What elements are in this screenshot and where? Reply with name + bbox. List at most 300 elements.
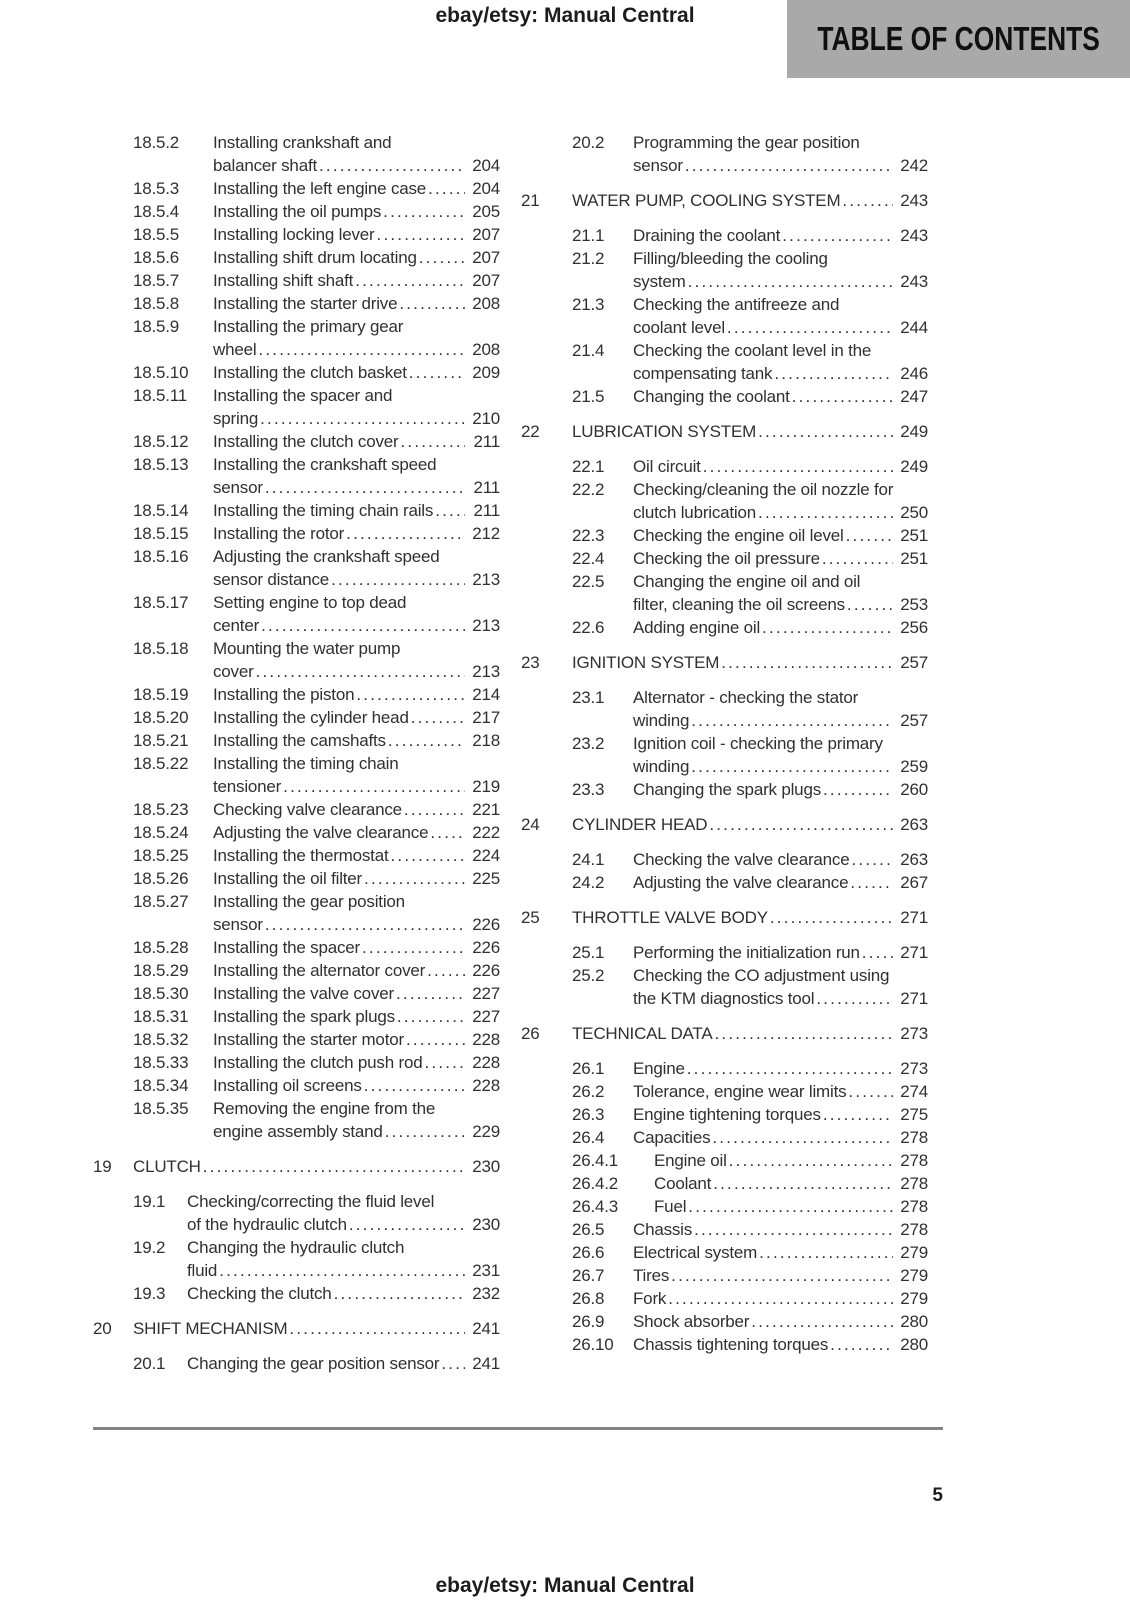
entry-body: [654, 1195, 928, 1218]
entry-body: [633, 455, 928, 478]
leader-dots: [400, 430, 465, 453]
entry-last-line: [572, 906, 928, 929]
toc-column-left: [93, 131, 500, 1375]
entry-page-number: 263: [900, 850, 928, 869]
toc-entry-18.5.32: [93, 1028, 500, 1051]
leader-dots: [830, 1333, 893, 1356]
entry-page-number: 204: [472, 156, 500, 175]
entry-last-line: [633, 1218, 928, 1241]
entry-body: [213, 706, 500, 729]
leader-dots: [256, 660, 465, 683]
entry-text: tensioner: [213, 777, 282, 796]
entry-number: 22.1: [572, 457, 605, 476]
entry-page-number: 257: [900, 653, 928, 672]
leader-dots: [671, 1264, 893, 1287]
entry-number: 20: [93, 1319, 112, 1338]
leader-dots: [729, 1149, 893, 1172]
leader-dots: [842, 189, 893, 212]
leader-dots: [219, 1259, 465, 1282]
entry-text: of the hydraulic clutch: [187, 1215, 347, 1234]
leader-dots: [399, 292, 465, 315]
entry-body: [633, 732, 928, 778]
entry-number: 26.9: [572, 1312, 605, 1331]
entry-body: [213, 1051, 500, 1074]
leader-dots: [758, 501, 893, 524]
entry-text: CYLINDER HEAD: [572, 815, 708, 834]
entry-text: Filling/bleeding the cooling: [633, 249, 828, 268]
entry-body: [572, 420, 928, 443]
entry-number: 18.5.35: [133, 1099, 189, 1118]
leader-dots: [377, 223, 465, 246]
toc-entry-18.5.33: [93, 1051, 500, 1074]
entry-last-line: [633, 709, 928, 732]
entry-number: 26.6: [572, 1243, 605, 1262]
leader-dots: [714, 1022, 893, 1045]
entry-text: filter, cleaning the oil screens: [633, 595, 845, 614]
entry-page-number: 217: [472, 708, 500, 727]
toc-entry-23: [521, 651, 928, 674]
entry-text: Checking valve clearance: [213, 800, 402, 819]
entry-number: 21.2: [572, 249, 605, 268]
entry-last-line: [654, 1172, 928, 1195]
entry-page-number: 211: [473, 478, 500, 497]
leader-dots: [404, 798, 465, 821]
entry-text: Checking the valve clearance: [633, 850, 850, 869]
entry-last-line: [633, 1333, 928, 1356]
entry-text: cover: [213, 662, 254, 681]
leader-dots: [258, 338, 465, 361]
entry-body: [633, 848, 928, 871]
entry-last-line: [187, 1282, 500, 1305]
entry-text: balancer shaft: [213, 156, 317, 175]
toc-entry-26.4.1: [521, 1149, 928, 1172]
leader-dots: [441, 1352, 465, 1375]
leader-dots: [424, 1051, 465, 1074]
entry-body: [633, 478, 928, 524]
entry-text: Mounting the water pump: [213, 639, 401, 658]
toc-entry-26.10: [521, 1333, 928, 1356]
entry-page-number: 263: [900, 815, 928, 834]
entry-number: 23: [521, 653, 540, 672]
entry-body: [213, 591, 500, 637]
leader-dots: [390, 844, 465, 867]
entry-body: [213, 545, 500, 591]
entry-last-line: [213, 522, 500, 545]
entry-last-line: [213, 246, 500, 269]
entry-text: Checking the antifreeze and: [633, 295, 840, 314]
entry-body: [213, 867, 500, 890]
footer-site-label: ebay/etsy: Manual Central: [435, 1574, 695, 1597]
leader-dots: [428, 177, 465, 200]
entry-number: 18.5.9: [133, 317, 180, 336]
entry-last-line: [633, 316, 928, 339]
entry-text: Installing the gear position: [213, 892, 405, 911]
entry-text: Installing the starter drive: [213, 294, 398, 313]
entry-text: fluid: [187, 1261, 218, 1280]
entry-body: [633, 1080, 928, 1103]
entry-text: winding: [633, 711, 690, 730]
toc-entry-18.5.10: [93, 361, 500, 384]
leader-dots: [762, 616, 893, 639]
entry-text: Draining the coolant: [633, 226, 781, 245]
entry-text: sensor: [213, 478, 263, 497]
entry-body: [654, 1149, 928, 1172]
toc-banner-title: TABLE OF CONTENTS: [817, 20, 1100, 57]
entry-number: 18.5.3: [133, 179, 180, 198]
entry-text: Tires: [633, 1266, 670, 1285]
entry-page-number: 273: [900, 1024, 928, 1043]
entry-number: 22.5: [572, 572, 605, 591]
entry-number: 18.5.28: [133, 938, 189, 957]
entry-body: [213, 890, 500, 936]
entry-body: [187, 1190, 500, 1236]
entry-text: LUBRICATION SYSTEM: [572, 422, 757, 441]
leader-dots: [782, 224, 893, 247]
entry-body: [633, 339, 928, 385]
toc-entry-21.5: [521, 385, 928, 408]
entry-page-number: 278: [900, 1174, 928, 1193]
entry-body: [654, 1172, 928, 1195]
entry-body: [633, 1310, 928, 1333]
entry-body: [213, 936, 500, 959]
toc-entry-26.4: [521, 1126, 928, 1149]
toc-entry-18.5.4: [93, 200, 500, 223]
leader-dots: [388, 729, 465, 752]
entry-text: Adding engine oil: [633, 618, 761, 637]
entry-number: 18.5.30: [133, 984, 189, 1003]
entry-body: [633, 1218, 928, 1241]
entry-body: [213, 982, 500, 1005]
entry-number: 18.5.25: [133, 846, 189, 865]
entry-page-number: 253: [900, 595, 928, 614]
toc-entry-25.2: [521, 964, 928, 1010]
entry-number: 18.5.21: [133, 731, 189, 750]
leader-dots: [816, 987, 893, 1010]
entry-number: 20.2: [572, 133, 605, 152]
entry-last-line: [213, 775, 500, 798]
entry-page-number: 214: [472, 685, 500, 704]
entry-text: Checking the engine oil level: [633, 526, 844, 545]
leader-dots: [685, 154, 893, 177]
entry-last-line: [213, 1028, 500, 1051]
entry-text: Installing the thermostat: [213, 846, 389, 865]
leader-dots: [383, 200, 465, 223]
entry-text: Engine oil: [654, 1151, 727, 1170]
leader-dots: [847, 593, 893, 616]
leader-dots: [397, 1005, 465, 1028]
entry-page-number: 243: [900, 191, 928, 210]
entry-number: 18.5.18: [133, 639, 189, 658]
toc-entry-23.3: [521, 778, 928, 801]
toc-entry-26: [521, 1022, 928, 1045]
entry-last-line: [633, 455, 928, 478]
entry-text: Installing the spark plugs: [213, 1007, 395, 1026]
entry-number: 18.5.13: [133, 455, 189, 474]
entry-page-number: 280: [900, 1312, 928, 1331]
footer-page-number: 5: [932, 1485, 943, 1506]
toc-entry-26.9: [521, 1310, 928, 1333]
entry-last-line: [654, 1149, 928, 1172]
entry-last-line: [213, 269, 500, 292]
entry-text: Adjusting the crankshaft speed: [213, 547, 440, 566]
toc-entry-18.5.8: [93, 292, 500, 315]
toc-entry-22.2: [521, 478, 928, 524]
entry-last-line: [572, 1022, 928, 1045]
entry-page-number: 274: [900, 1082, 928, 1101]
toc-entry-21.4: [521, 339, 928, 385]
entry-text: Checking the CO adjustment using: [633, 966, 890, 985]
toc-entry-18.5.29: [93, 959, 500, 982]
entry-text: sensor distance: [213, 570, 330, 589]
toc-entry-18.5.5: [93, 223, 500, 246]
entry-text: TECHNICAL DATA: [572, 1024, 713, 1043]
toc-entry-18.5.24: [93, 821, 500, 844]
toc-entry-22.1: [521, 455, 928, 478]
entry-text: Adjusting the valve clearance: [213, 823, 429, 842]
entry-page-number: 211: [473, 432, 500, 451]
toc-entry-21.3: [521, 293, 928, 339]
entry-last-line: [633, 778, 928, 801]
entry-text: Changing the engine oil and oil: [633, 572, 861, 591]
entry-text: Removing the engine from the: [213, 1099, 436, 1118]
entry-page-number: 228: [472, 1030, 500, 1049]
entry-text: Installing the starter motor: [213, 1030, 404, 1049]
entry-last-line: [633, 224, 928, 247]
entry-last-line: [213, 200, 500, 223]
entry-page-number: 232: [472, 1284, 500, 1303]
entry-text: Installing the oil pumps: [213, 202, 382, 221]
entry-body: [213, 729, 500, 752]
entry-last-line: [213, 913, 500, 936]
leader-dots: [703, 455, 893, 478]
toc-entry-18.5.3: [93, 177, 500, 200]
entry-page-number: 207: [472, 225, 500, 244]
toc-entry-22: [521, 420, 928, 443]
entry-page-number: 204: [472, 179, 500, 198]
entry-body: [187, 1352, 500, 1375]
entry-page-number: 224: [472, 846, 500, 865]
entry-body: [633, 247, 928, 293]
entry-text: CLUTCH: [133, 1157, 201, 1176]
entry-page-number: 250: [900, 503, 928, 522]
entry-number: 23.3: [572, 780, 605, 799]
entry-text: Installing the timing chain: [213, 754, 399, 773]
entry-page-number: 212: [472, 524, 500, 543]
entry-last-line: [213, 154, 500, 177]
entry-page-number: 213: [472, 570, 500, 589]
toc-entry-18.5.21: [93, 729, 500, 752]
entry-body: [633, 547, 928, 570]
entry-page-number: 278: [900, 1128, 928, 1147]
entry-text: Changing the hydraulic clutch: [187, 1238, 405, 1257]
entry-page-number: 275: [900, 1105, 928, 1124]
entry-page-number: 241: [472, 1319, 500, 1338]
leader-dots: [848, 1080, 893, 1103]
toc-entry-26.7: [521, 1264, 928, 1287]
leader-dots: [319, 154, 465, 177]
toc-entry-23.1: [521, 686, 928, 732]
entry-number: 18.5.12: [133, 432, 189, 451]
entry-text: Installing the piston: [213, 685, 355, 704]
entry-text: Capacities: [633, 1128, 711, 1147]
entry-last-line: [633, 1057, 928, 1080]
entry-page-number: 279: [900, 1243, 928, 1262]
toc-entry-19.1: [93, 1190, 500, 1236]
entry-body: [213, 1097, 500, 1143]
entry-page-number: 242: [900, 156, 928, 175]
entry-last-line: [633, 755, 928, 778]
entry-last-line: [213, 1120, 500, 1143]
leader-dots: [691, 709, 893, 732]
entry-text: system: [633, 272, 686, 291]
entry-page-number: 249: [900, 422, 928, 441]
entry-text: Installing the rotor: [213, 524, 345, 543]
toc-entry-18.5.11: [93, 384, 500, 430]
entry-number: 18.5.29: [133, 961, 189, 980]
entry-page-number: 251: [900, 526, 928, 545]
entry-number: 18.5.33: [133, 1053, 189, 1072]
entry-number: 26.3: [572, 1105, 605, 1124]
entry-number: 18.5.11: [133, 386, 188, 405]
entry-body: [633, 871, 928, 894]
entry-body: [133, 1155, 500, 1178]
entry-number: 22.3: [572, 526, 605, 545]
entry-number: 26.10: [572, 1335, 614, 1354]
entry-last-line: [633, 501, 928, 524]
entry-number: 26.4: [572, 1128, 605, 1147]
toc-entry-18.5.17: [93, 591, 500, 637]
entry-body: [633, 131, 928, 177]
entry-page-number: 227: [472, 984, 500, 1003]
leader-dots: [751, 1310, 893, 1333]
toc-entry-18.5.2: [93, 131, 500, 177]
entry-number: 23.2: [572, 734, 605, 753]
entry-number: 19.3: [133, 1284, 166, 1303]
entry-body: [213, 131, 500, 177]
entry-number: 18.5.10: [133, 363, 189, 382]
entry-text: Performing the initialization run: [633, 943, 860, 962]
entry-number: 25.1: [572, 943, 605, 962]
entry-number: 26.4.2: [572, 1174, 619, 1193]
toc-entry-26.2: [521, 1080, 928, 1103]
entry-number: 22: [521, 422, 540, 441]
entry-last-line: [213, 614, 500, 637]
entry-page-number: 207: [472, 271, 500, 290]
entry-body: [633, 616, 928, 639]
entry-last-line: [633, 941, 928, 964]
toc-entry-21.1: [521, 224, 928, 247]
entry-text: Installing the clutch cover: [213, 432, 399, 451]
entry-last-line: [213, 568, 500, 591]
leader-dots: [721, 651, 893, 674]
entry-last-line: [213, 223, 500, 246]
entry-body: [633, 1057, 928, 1080]
entry-last-line: [633, 1310, 928, 1333]
leader-dots: [862, 941, 893, 964]
entry-number: 18.5.17: [133, 593, 189, 612]
entry-number: 21.4: [572, 341, 605, 360]
leader-dots: [427, 959, 465, 982]
toc-entry-21.2: [521, 247, 928, 293]
entry-text: Installing the valve cover: [213, 984, 394, 1003]
entry-text: coolant level: [633, 318, 725, 337]
entry-last-line: [187, 1352, 500, 1375]
leader-dots: [355, 269, 465, 292]
leader-dots: [409, 361, 465, 384]
entry-last-line: [213, 683, 500, 706]
entry-page-number: 271: [900, 943, 928, 962]
entry-text: Engine tightening torques: [633, 1105, 821, 1124]
entry-text: sensor: [213, 915, 263, 934]
entry-text: Chassis tightening torques: [633, 1335, 829, 1354]
leader-dots: [435, 499, 465, 522]
entry-text: Checking the clutch: [187, 1284, 332, 1303]
entry-text: IGNITION SYSTEM: [572, 653, 720, 672]
entry-number: 24.2: [572, 873, 605, 892]
entry-body: [633, 524, 928, 547]
leader-dots: [727, 316, 893, 339]
toc-entry-18.5.35: [93, 1097, 500, 1143]
leader-dots: [758, 420, 893, 443]
entry-number: 26.5: [572, 1220, 605, 1239]
entry-body: [213, 292, 500, 315]
leader-dots: [823, 778, 893, 801]
entry-last-line: [633, 848, 928, 871]
entry-text: Engine: [633, 1059, 685, 1078]
leader-dots: [261, 614, 465, 637]
toc-entry-18.5.22: [93, 752, 500, 798]
entry-page-number: 243: [900, 272, 928, 291]
entry-text: Checking the coolant level in the: [633, 341, 872, 360]
entry-last-line: [213, 177, 500, 200]
entry-last-line: [213, 430, 500, 453]
leader-dots: [759, 1241, 893, 1264]
toc-entry-18.5.31: [93, 1005, 500, 1028]
entry-body: [187, 1282, 500, 1305]
entry-page-number: 280: [900, 1335, 928, 1354]
toc-entry-22.6: [521, 616, 928, 639]
entry-last-line: [633, 616, 928, 639]
entry-page-number: 207: [472, 248, 500, 267]
entry-last-line: [572, 651, 928, 674]
entry-number: 18.5.24: [133, 823, 189, 842]
toc-entry-18.5.18: [93, 637, 500, 683]
leader-dots: [419, 246, 465, 269]
toc-entry-20.1: [93, 1352, 500, 1375]
leader-dots: [283, 775, 465, 798]
entry-body: [213, 1074, 500, 1097]
entry-last-line: [654, 1195, 928, 1218]
entry-text: Coolant: [654, 1174, 712, 1193]
entry-number: 18.5.15: [133, 524, 189, 543]
entry-body: [572, 906, 928, 929]
entry-number: 18.5.19: [133, 685, 189, 704]
entry-number: 22.2: [572, 480, 605, 499]
entry-page-number: 213: [472, 616, 500, 635]
leader-dots: [260, 407, 465, 430]
entry-number: 26: [521, 1024, 540, 1043]
entry-page-number: 208: [472, 294, 500, 313]
leader-dots: [687, 1057, 893, 1080]
toc-entry-21: [521, 189, 928, 212]
entry-number: 23.1: [572, 688, 605, 707]
entry-number: 18.5.14: [133, 501, 189, 520]
leader-dots: [792, 385, 893, 408]
toc-entry-26.6: [521, 1241, 928, 1264]
entry-page-number: 247: [900, 387, 928, 406]
toc-banner: [787, 0, 1130, 78]
entry-body: [187, 1236, 500, 1282]
